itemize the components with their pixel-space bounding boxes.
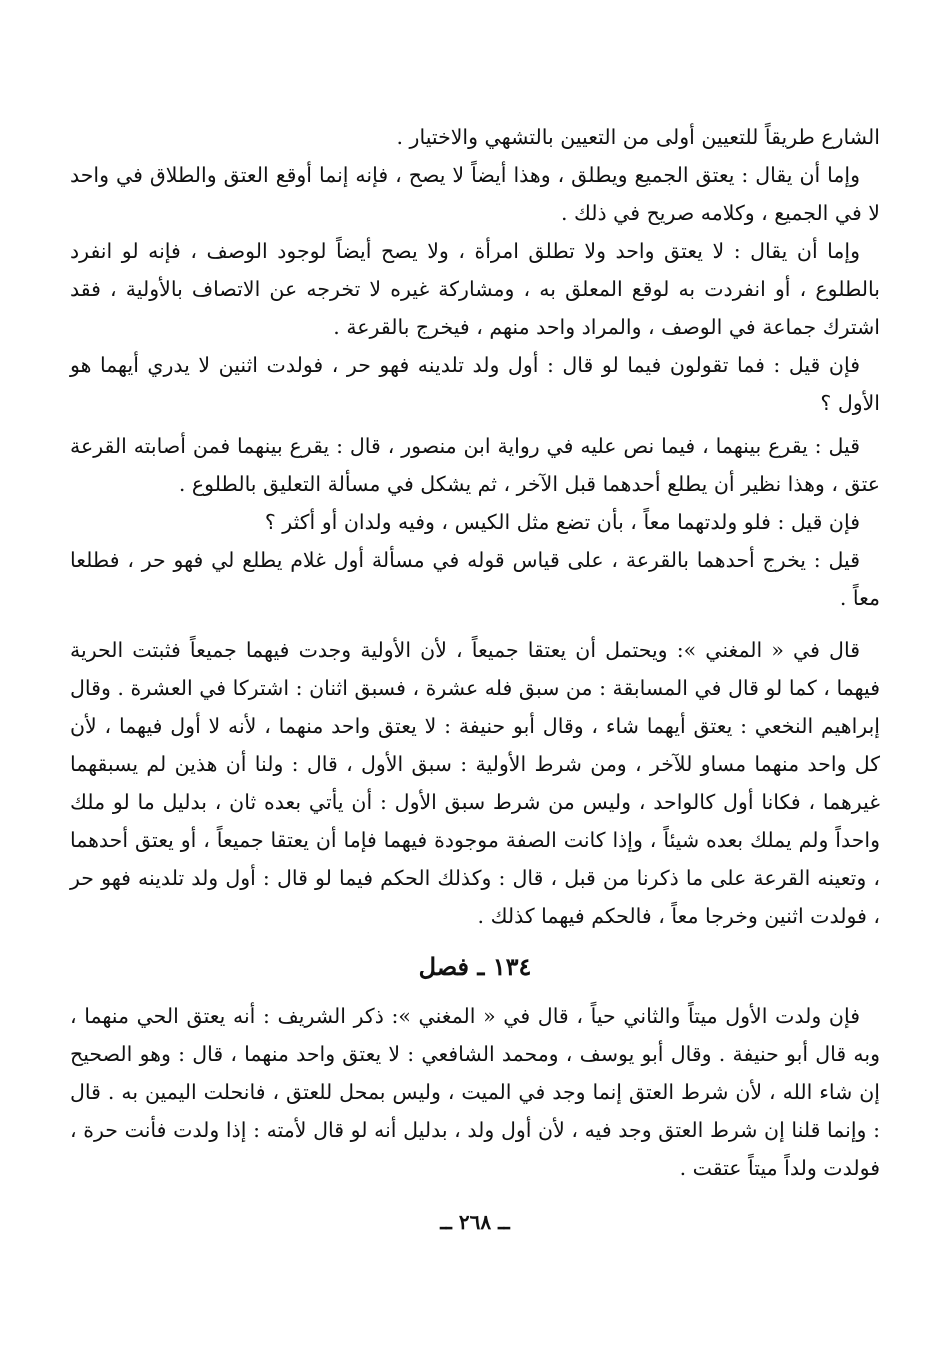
paragraph-1: الشارع طريقاً للتعيين أولى من التعيين بالتشهي والاختيار .	[396, 125, 880, 149]
paragraph-3: وإما أن يقال : لا يعتق واحد ولا تطلق امرأة ، ولا يصح أيضاً لوجود الوصف ، فإنه لو انفرد بالطلوع ، أو انفردت به لوقع المعلق به ، ومشاركة غيره لا تخرجه عن الاتصاف بالأولية ، فقد اشترك جماعة في الوصف ، والمراد واحد منهم ، فيخرج بالقرعة .	[70, 239, 880, 339]
paragraph-8: قال في « المغني »: ويحتمل أن يعتقا جميعاً ، لأن الأولية وجدت فيهما جميعاً فثبتت الحرية فيهما ، كما لو قال في المسابقة : من سبق فله عشرة ، فسبق اثنان : اشتركا في العشرة . وقال إبراهيم النخعي : يعتق أيهما شاء ، وقال أبو حنيفة : لا يعتق واحد منهما ، لأنه لا أول فيهما ، لأن كل واحد منهما مساو للآخر ، ومن شرط الأولية : سبق الأول ، قال : ولنا أن هذين لم يسبقهما غيرهما ، فكانا أول كالواحد ، وليس من شرط سبق الأول : أن يأتي بعده ثان ، بدليل ما لو ملك واحداً ولم يملك بعده شيئاً ، وإذا كانت الصفة موجودة فيهما فإما أن يعتقا جميعاً ، أو يعتق أحدهما ، وتعينه القرعة على ما ذكرنا من قبل ، قال : وكذلك الحكم فيما لو قال : أول ولد تلدينه فهو حر ، فولدت اثنين وخرجا معاً ، فالحكم فيهما كذلك .	[70, 638, 880, 928]
paragraph-6: فإن قيل : فلو ولدتهما معاً ، بأن تضع مثل الكيس ، وفيه ولدان أو أكثر ؟	[264, 510, 860, 534]
page-number: ــ ٢٦٨ ــ	[440, 1210, 510, 1234]
paragraph-7: قيل : يخرج أحدهما بالقرعة ، على قياس قوله في مسألة أول غلام يطلع لي فهو حر ، فطلعا معاً .	[70, 548, 880, 610]
paragraph-2: وإما أن يقال : يعتق الجميع ويطلق ، وهذا أيضاً لا يصح ، فإنه إنما أوقع العتق والطلاق في واحد لا في الجميع ، وكلامه صريح في ذلك .	[70, 163, 880, 225]
section-heading: ١٣٤ ـ فصل	[418, 952, 532, 981]
page-body	[70, 118, 880, 1187]
paragraph-5: قيل : يقرع بينهما ، فيما نص عليه في رواية ابن منصور ، قال : يقرع بينهما فمن أصابته القرعة عتق ، وهذا نظير أن يطلع أحدهما قبل الآخر ، ثم يشكل في مسألة التعليق بالطلوع .	[70, 434, 880, 496]
paragraph-9: فإن ولدت الأول ميتاً والثاني حياً ، قال في « المغني »: ذكر الشريف : أنه يعتق الحي منهما ، وبه قال أبو حنيفة . وقال أبو يوسف ، ومحمد الشافعي : لا يعتق واحد منهما ، قال : وهو الصحيح إن شاء الله ، لأن شرط العتق إنما وجد في الميت ، وليس بمحل للعتق ، فانحلت اليمين به . قال : وإنما قلنا إن شرط العتق وجد فيه ، لأن أول ولد ، بدليل أنه لو قال لأمته : إذا ولدت فأنت حرة ، فولدت ولداً ميتاً عتقت .	[70, 1004, 880, 1180]
paragraph-4: فإن قيل : فما تقولون فيما لو قال : أول ولد تلدينه فهو حر ، فولدت اثنين لا يدري أيهما هو الأول ؟	[70, 353, 880, 415]
